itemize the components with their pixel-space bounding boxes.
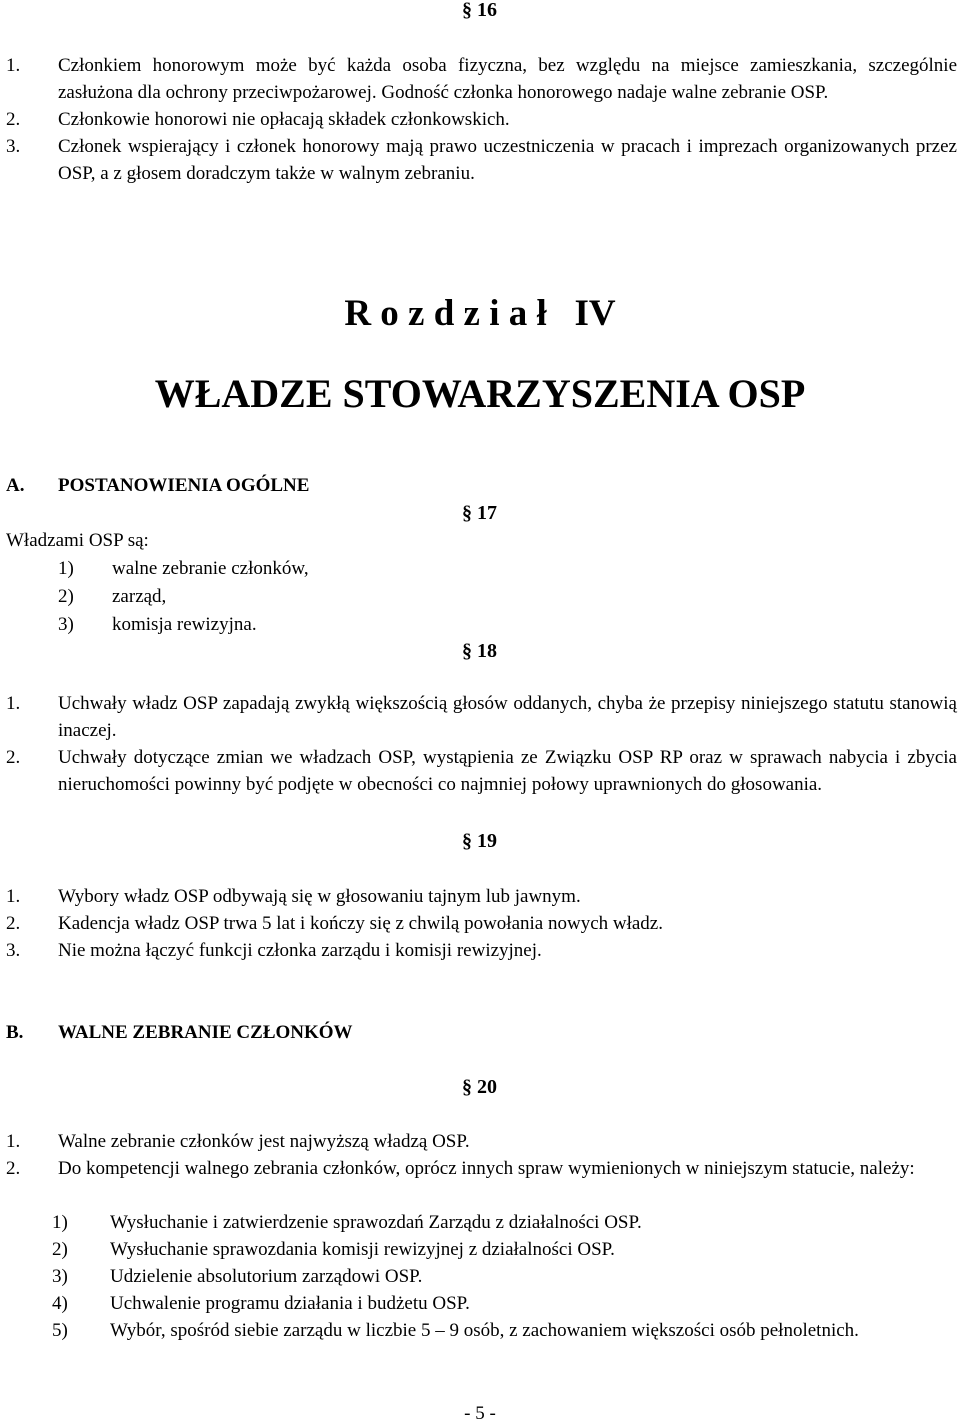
list-item [6,1128,957,1155]
item-number: 1. [6,886,21,907]
part-a-heading: POSTANOWIENIA OGÓLNE [58,475,310,496]
item-text: Członkowie honorowi nie opłacają składek członkowskich. [58,109,510,130]
section-20-list [6,1128,957,1182]
list-item [6,883,957,910]
section-16-list [6,52,957,187]
sub-item-number: 2) [52,1239,68,1260]
item-text: Wybory władz OSP odbywają się w głosowaniu tajnym lub jawnym. [58,886,581,907]
item-text: Członkiem honorowym może być każda osoba fizyczna, bez względu na miejsce zamieszkania, szczególnie zasłużona dla ochrony przeciwpożarowej. Godność członka honorowego nadaje walne zebranie OSP. [58,55,957,103]
item-number: 1. [6,55,21,76]
sub-list-item [52,1317,957,1344]
competences-list [52,1209,957,1344]
item-number: 2. [6,1158,21,1179]
item-text: Uchwały dotyczące zmian we władzach OSP, wystąpienia ze Związku OSP RP oraz w sprawach nabycia i zbycia nieruchomości powinny być podjęte w obecności co najmniej połowy uprawnionych do głosowania. [58,747,957,795]
sub-item-text: Wysłuchanie sprawozdania komisji rewizyjnej z działalności OSP. [110,1239,615,1260]
authority-text: komisja rewizyjna. [112,614,257,635]
item-text: Członek wspierający i członek honorowy mają prawo uczestniczenia w pracach i imprezach organizowanych przez OSP, a z głosem doradczym także w walnym zebraniu. [58,136,957,184]
item-number: 2. [6,109,21,130]
list-item [6,52,957,106]
section-number-19: § 19 [462,830,497,852]
sub-item-text: Udzielenie absolutorium zarządowi OSP. [110,1266,423,1287]
authority-number: 2) [58,586,74,607]
sub-list-item [52,1209,957,1236]
item-text: Nie można łączyć funkcji członka zarządu i komisji rewizyjnej. [58,940,542,961]
list-item [6,744,957,798]
page-number: - 5 - [464,1403,496,1424]
list-item [6,937,957,964]
sub-list-item [52,1290,957,1317]
authority-number: 1) [58,558,74,579]
item-number: 3. [6,136,21,157]
authority-number: 3) [58,614,74,635]
sub-item-number: 3) [52,1266,68,1287]
item-text: Uchwały władz OSP zapadają zwykłą większością głosów oddanych, chyba że przepisy niniejszego statutu stanowią inaczej. [58,693,957,741]
list-item [6,1155,957,1182]
item-text: Walne zebranie członków jest najwyższą władzą OSP. [58,1131,470,1152]
chapter-title: WŁADZE STOWARZYSZENIA OSP [154,371,806,416]
sub-item-number: 1) [52,1212,68,1233]
part-a-letter: A. [6,475,25,496]
authority-text: walne zebranie członków, [112,558,309,579]
part-b-heading: WALNE ZEBRANIE CZŁONKÓW [58,1022,353,1043]
section-number-20: § 20 [462,1076,497,1098]
chapter-label: R o z d z i a ł IV [344,293,616,334]
sub-list-item [52,1263,957,1290]
sub-item-text: Wybór, spośród siebie zarządu w liczbie 5 – 9 osób, z zachowaniem większości osób pełnoletnich. [110,1320,859,1341]
section-number-16: § 16 [462,0,497,21]
section-18-list [6,690,957,798]
list-item [6,910,957,937]
sub-item-number: 4) [52,1293,68,1314]
sub-list-item [52,1236,957,1263]
section-number-17: § 17 [462,502,497,524]
item-text: Do kompetencji walnego zebrania członków, oprócz innych spraw wymienionych w niniejszym statucie, należy: [58,1158,915,1179]
item-number: 1. [6,693,21,714]
list-item [6,106,957,133]
authority-text: zarząd, [112,586,167,607]
part-b-letter: B. [6,1022,24,1043]
authorities-intro: Władzami OSP są: [6,530,149,551]
sub-item-text: Wysłuchanie i zatwierdzenie sprawozdań Zarządu z działalności OSP. [110,1212,642,1233]
item-number: 2. [6,913,21,934]
list-item [6,133,957,187]
section-number-18: § 18 [462,640,497,662]
item-text: Kadencja władz OSP trwa 5 lat i kończy się z chwilą powołania nowych władz. [58,913,663,934]
item-number: 2. [6,747,21,768]
item-number: 1. [6,1131,21,1152]
sub-item-text: Uchwalenie programu działania i budżetu OSP. [110,1293,470,1314]
section-19-list [6,883,957,964]
sub-item-number: 5) [52,1320,68,1341]
item-number: 3. [6,940,21,961]
list-item [6,690,957,744]
